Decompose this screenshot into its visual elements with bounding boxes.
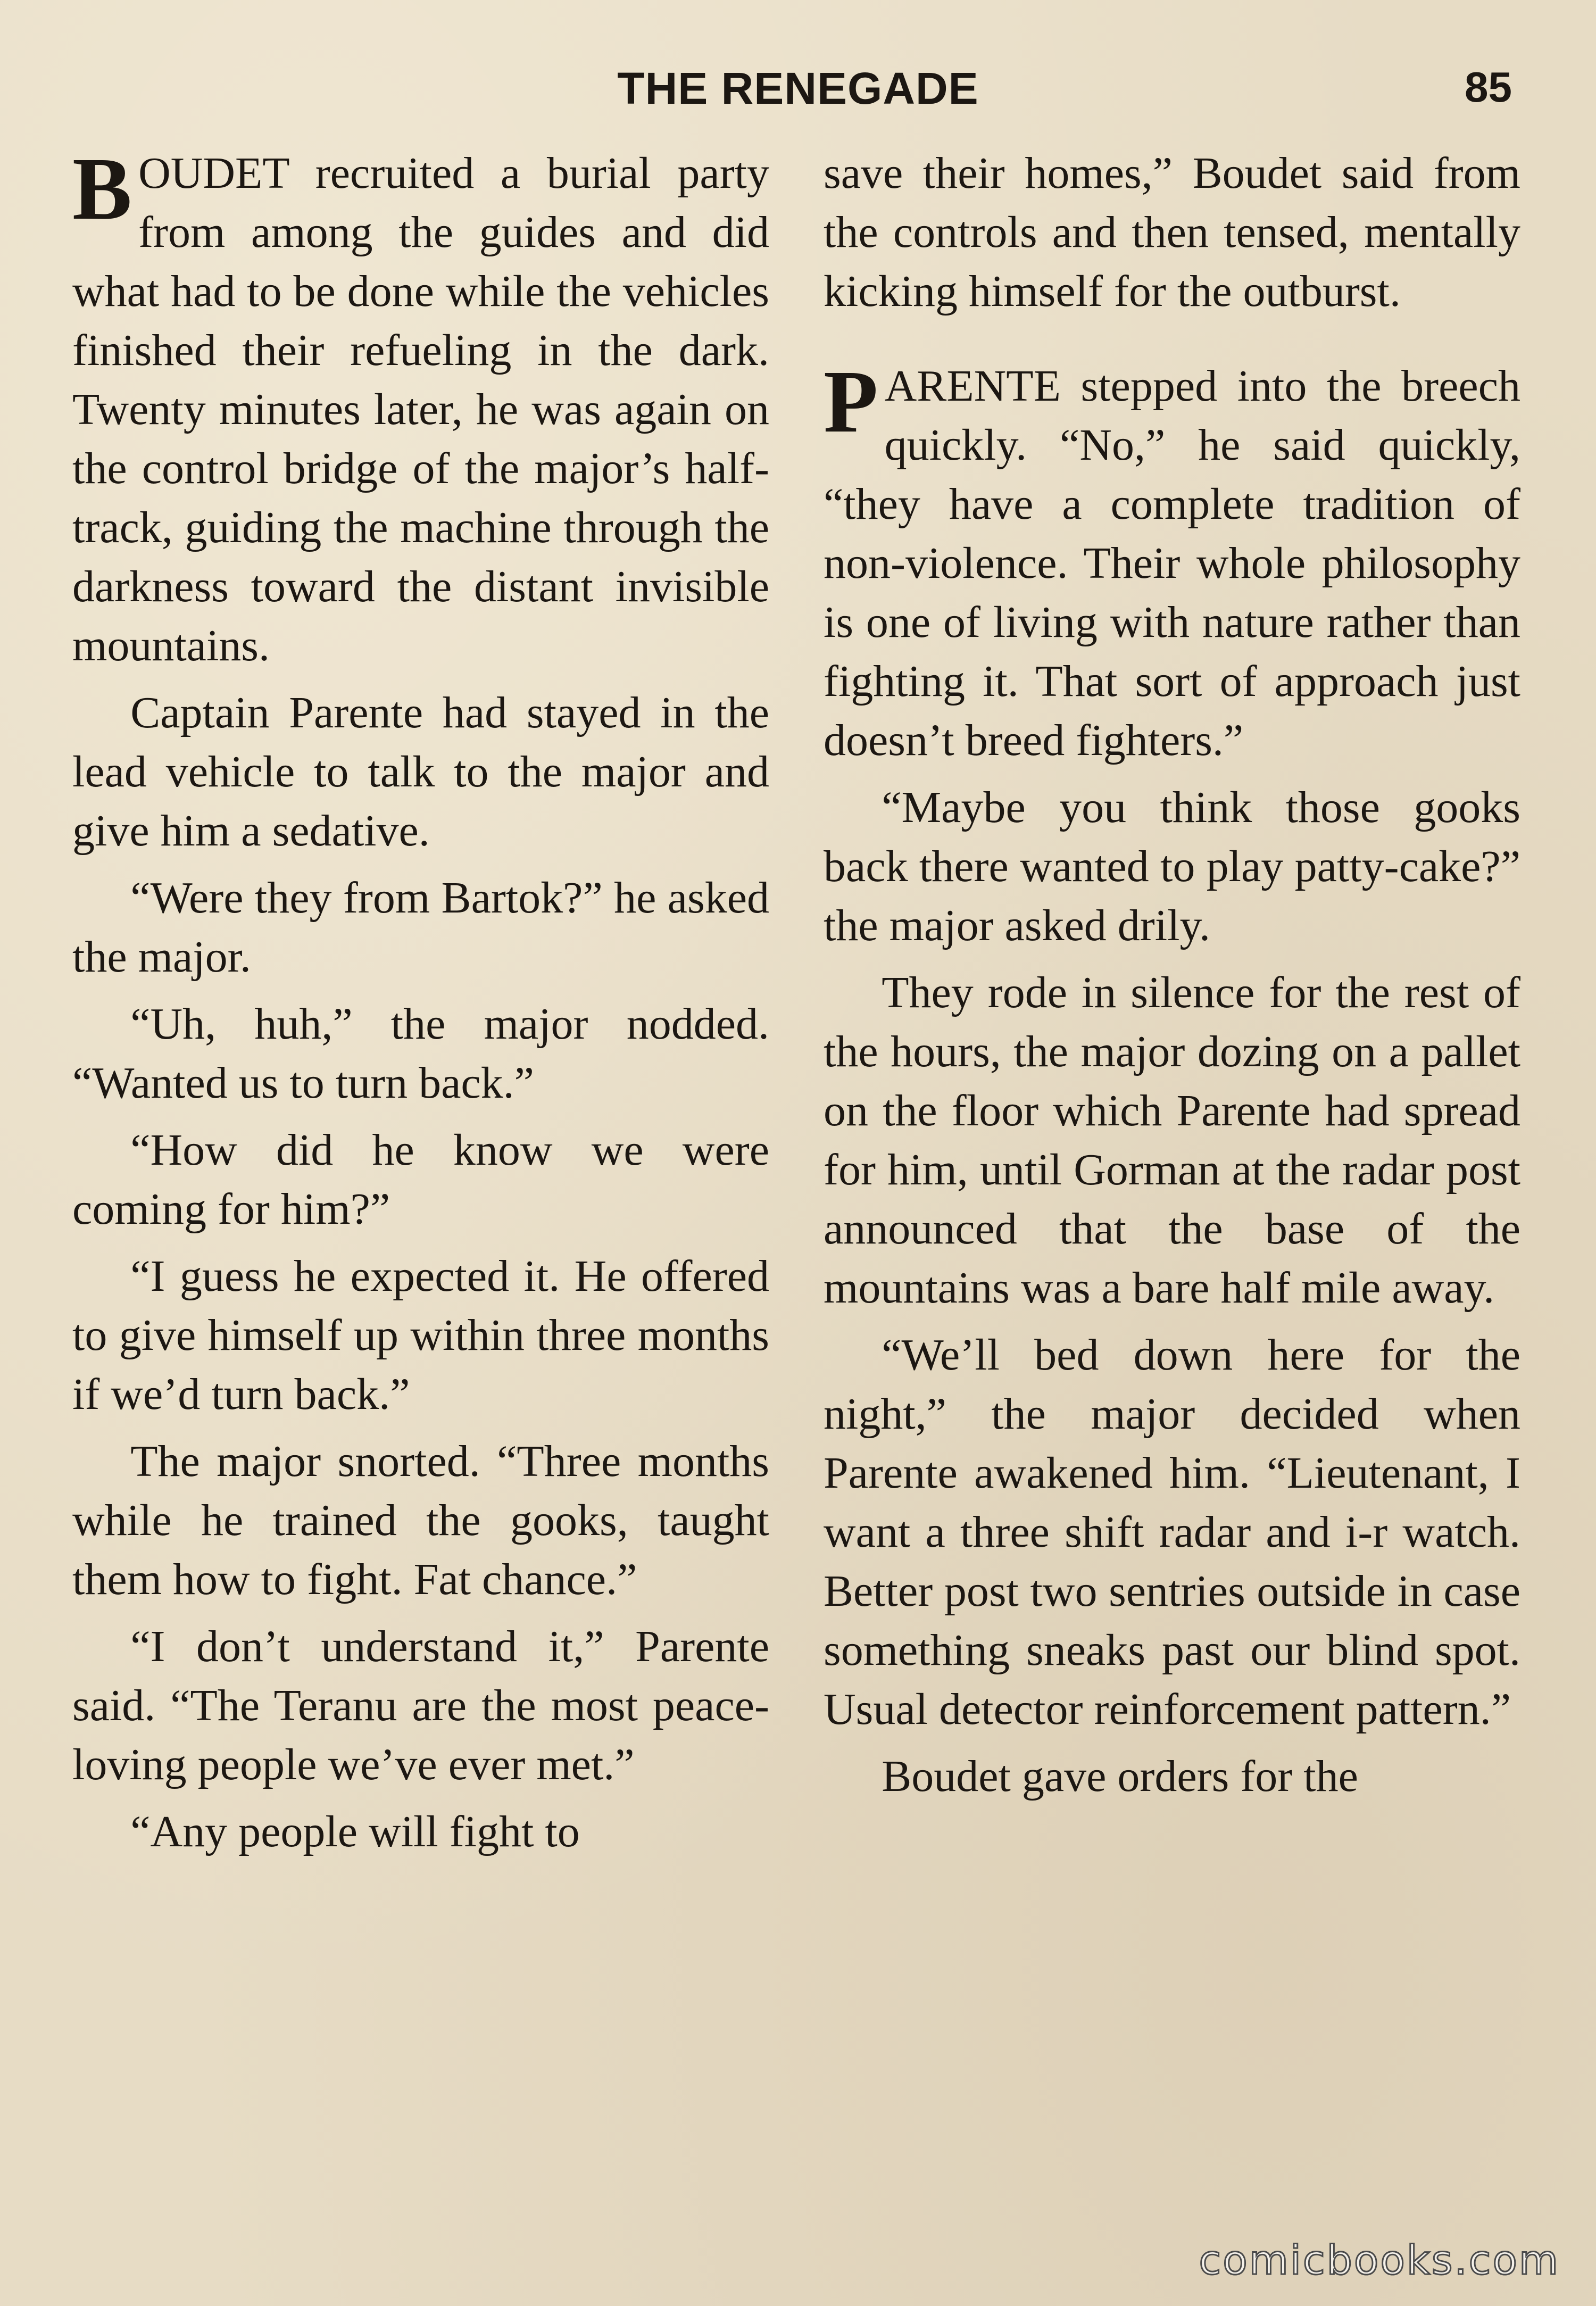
paragraph-text: recruited a burial party from among the guides and did what had to be done while the vehicles finished their refueling in the dark. Twenty minutes later, he was again on the control bridge of the major’s half-track, guiding the machine through the darkness toward the distant invisible mountains.: [72, 148, 769, 670]
page-number: 85: [1465, 63, 1512, 111]
paragraph: They rode in silence for the rest of the hours, the major dozing on a pallet on the floor which Parente had spread for him, until Gorman at the radar post announced that the base of the mountains was a bare half mile away.: [824, 968, 1520, 1313]
paragraph: “Any people will fight to: [130, 1807, 580, 1856]
section-break: [824, 329, 1520, 356]
paragraph-text: stepped into the breech quickly. “No,” he said quickly, “they have a complete tradition of non-violence. Their whole philosophy is one of living with nature rather than fighting it. That sort of approach just doesn’t breed fighters.”: [824, 361, 1520, 765]
left-column: [72, 139, 769, 1869]
paragraph: “Maybe you think those gooks back there wanted to play patty-cake?” the major asked drily.: [824, 783, 1520, 950]
drop-cap: B: [72, 139, 132, 238]
paragraph: Captain Parente had stayed in the lead vehicle to talk to the major and give him a sedative.: [72, 688, 769, 856]
lead-word: OUDET: [138, 148, 289, 198]
paragraph: “Were they from Bartok?” he asked the major.: [72, 873, 769, 982]
lead-word: ARENTE: [884, 361, 1061, 411]
paragraph: “I don’t understand it,” Parente said. “The Teranu are the most peace-loving people we’ve ever met.”: [72, 1622, 769, 1789]
page-header: [0, 63, 1596, 121]
paragraph: “We’ll bed down here for the night,” the major decided when Parente awakened him. “Lieutenant, I want a three shift radar and i-r watch. Better post two sentries outside in case something sneaks past our blind spot. Usual detector reinforcement pattern.”: [824, 1330, 1520, 1734]
paragraph: “Uh, huh,” the major nodded. “Wanted us to turn back.”: [72, 999, 769, 1108]
paragraph: “How did he know we were coming for him?”: [72, 1125, 769, 1234]
paragraph: [72, 139, 769, 675]
paragraph: The major snorted. “Three months while he trained the gooks, taught them how to fight. Fat chance.”: [72, 1437, 769, 1604]
paragraph: Boudet gave orders for the: [882, 1752, 1358, 1801]
watermark: comicbooks.com: [1199, 2236, 1560, 2284]
paragraph: save their homes,” Boudet said from the controls and then tensed, mentally kicking himself for the outburst.: [824, 148, 1520, 316]
drop-cap: P: [824, 352, 878, 451]
right-column: [824, 144, 1520, 1814]
paragraph: [824, 352, 1520, 770]
paragraph: “I guess he expected it. He offered to give himself up within three months if we’d turn back.”: [72, 1251, 769, 1419]
running-title: THE RENEGADE: [617, 63, 979, 113]
